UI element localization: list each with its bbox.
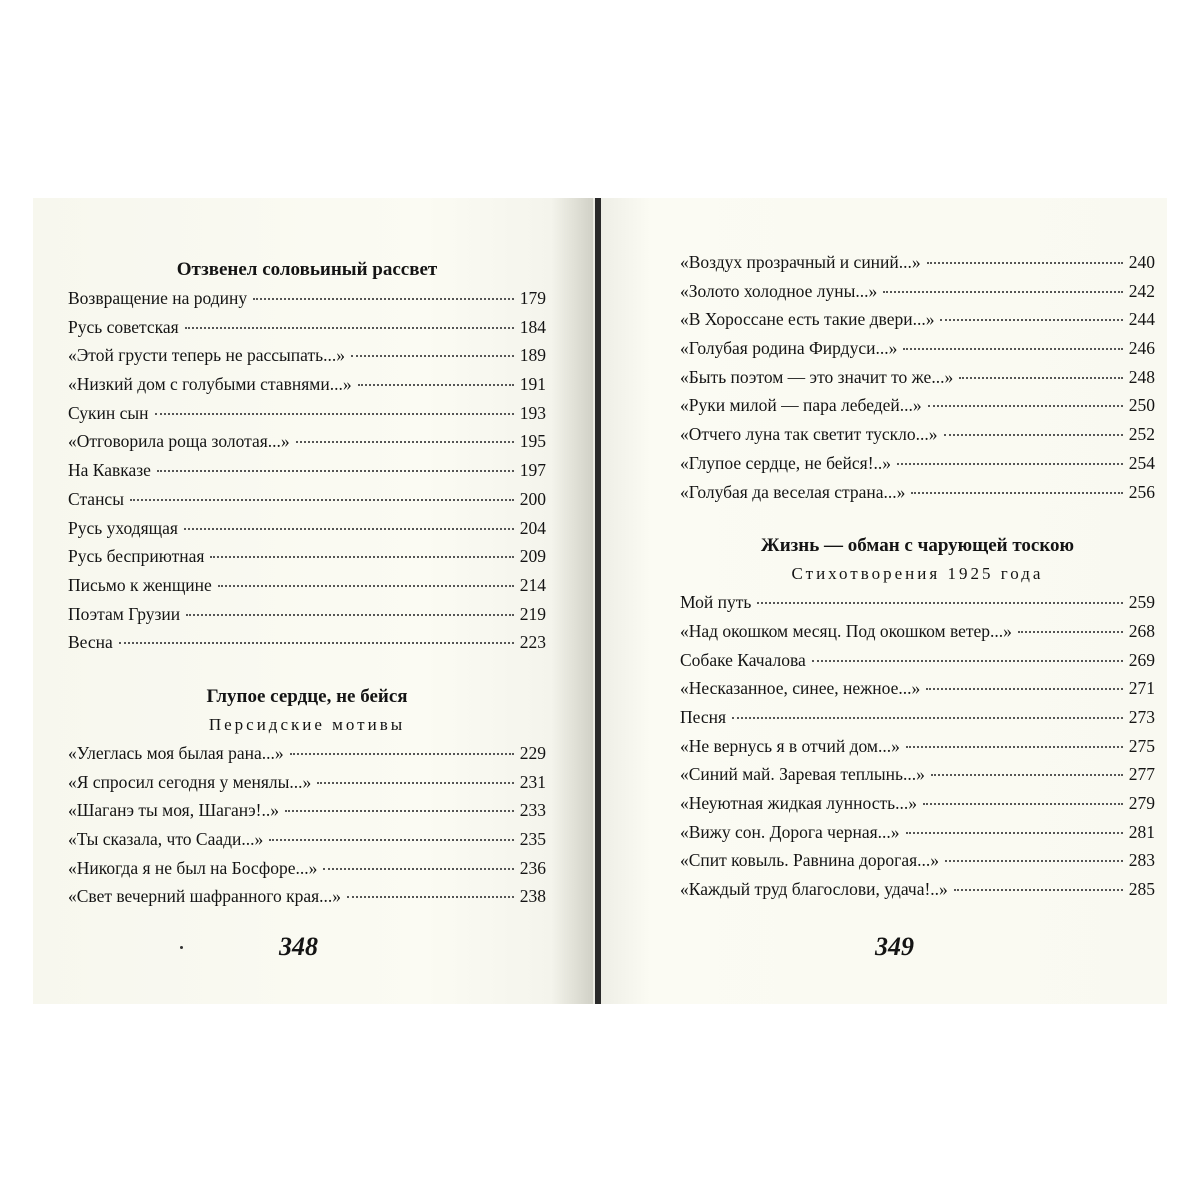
entry-page: 281: [1128, 821, 1155, 842]
dot-leader: [210, 556, 513, 558]
dot-leader: [812, 660, 1123, 662]
entry-page: 195: [519, 431, 546, 452]
entry-page: 233: [519, 800, 546, 821]
entry-title: «Не вернусь я в отчий дом...»: [680, 735, 900, 756]
entry-page: 250: [1128, 395, 1155, 416]
entry-title: «Над окошком месяц. Под окошком ветер...»: [680, 620, 1012, 641]
entry-page: 200: [519, 488, 546, 509]
entry-title: «В Хороссане есть такие двери...»: [680, 309, 935, 330]
dot-leader: [954, 889, 1123, 891]
toc-entry: [68, 427, 546, 456]
entry-page: 273: [1128, 706, 1155, 727]
entry-page: 235: [519, 829, 546, 849]
page-edge: [595, 198, 601, 1004]
entry-page: 240: [1128, 252, 1155, 272]
entry-title: «Воздух прозрачный и синий...»: [680, 252, 921, 272]
dot-leader: [296, 441, 514, 443]
entry-title: «Отчего луна так светит тускло...»: [680, 424, 938, 445]
toc-entry: [68, 600, 546, 629]
toc-entry: [680, 875, 1155, 904]
toc-entry: [68, 313, 546, 342]
toc-entry: [680, 478, 1155, 507]
section-title: Жизнь — обман с чарующей тоскою: [760, 535, 1075, 557]
dot-leader: [1018, 631, 1123, 633]
entry-title: Русь советская: [68, 316, 179, 337]
toc-entry: [680, 818, 1155, 847]
dot-leader: [130, 499, 514, 501]
right-toc: [680, 248, 1155, 904]
entry-page: 236: [519, 857, 546, 878]
entry-title: «Каждый труд благослови, удача!..»: [680, 879, 948, 900]
toc-entry: [680, 646, 1155, 675]
dot-leader: [351, 355, 514, 357]
entry-title: «Отговорила роща золотая...»: [68, 431, 290, 452]
book-gutter: [551, 198, 595, 1004]
section-title: Отзвенел соловьиный рассвет: [176, 259, 438, 280]
toc-entry: [68, 768, 546, 797]
entry-title: «Голубая да веселая страна...»: [680, 481, 906, 502]
dot-leader: [285, 810, 514, 812]
entry-page: 254: [1128, 452, 1155, 473]
toc-entry: [680, 674, 1155, 703]
dot-leader: [940, 319, 1122, 321]
toc-entry: [68, 796, 546, 825]
entry-page: 193: [519, 402, 546, 423]
entry-page: 231: [519, 771, 546, 792]
dot-leader: [923, 803, 1123, 805]
page-number-right: 349: [875, 932, 914, 961]
dot-leader: [906, 832, 1123, 834]
dot-leader: [218, 585, 514, 587]
entry-title: «Низкий дом с голубыми ставнями...»: [68, 374, 352, 395]
toc-entry: [68, 628, 546, 657]
toc-entry: [68, 370, 546, 399]
entry-page: 277: [1128, 764, 1155, 785]
entry-page: 248: [1128, 366, 1155, 387]
toc-entry: [680, 732, 1155, 761]
toc-entry: [680, 789, 1155, 818]
entry-page: 252: [1128, 424, 1155, 445]
entry-page: 184: [519, 316, 546, 337]
entry-page: 259: [1128, 592, 1155, 613]
dot-leader: [903, 348, 1122, 350]
entry-page: 219: [519, 603, 546, 624]
section-gap: [680, 506, 1155, 532]
entry-title: Русь уходящая: [68, 517, 178, 538]
entry-page: 285: [1128, 879, 1155, 900]
dot-leader: [290, 753, 514, 755]
entry-page: 279: [1128, 793, 1155, 813]
dot-leader: [945, 860, 1123, 862]
entry-page: 179: [519, 288, 546, 308]
toc-entry: [68, 514, 546, 543]
toc-entry: [68, 854, 546, 883]
entry-title: Весна: [68, 632, 113, 653]
entry-title: Возвращение на родину: [68, 288, 248, 308]
entry-page: 256: [1128, 481, 1155, 502]
dot-leader: [928, 405, 1123, 407]
entry-page: 229: [519, 742, 546, 763]
toc-entry: [680, 760, 1155, 789]
entry-title: Песня: [680, 706, 727, 727]
dot-leader: [358, 384, 514, 386]
toc-entry: [68, 399, 546, 428]
toc-entry: [68, 456, 546, 485]
entry-title: «Руки милой — пара лебедей...»: [680, 395, 922, 416]
entry-page: 246: [1128, 338, 1155, 359]
entry-title: Сукин сын: [68, 402, 149, 423]
dot-leader: [906, 746, 1123, 748]
toc-entry: [680, 420, 1155, 449]
entry-title: «Я спросил сегодня у менялы...»: [68, 771, 312, 792]
entry-title: «Никогда я не был на Босфоре...»: [68, 857, 318, 878]
entry-title: «Глупое сердце, не бейся!..»: [680, 452, 892, 473]
dot-leader: [732, 717, 1123, 719]
toc-entry: [680, 703, 1155, 732]
right-page: [593, 198, 1167, 1004]
dot-leader: [883, 291, 1122, 293]
dot-leader: [119, 642, 514, 644]
toc-entry: [680, 449, 1155, 478]
dot-leader: [897, 463, 1123, 465]
left-toc: [68, 256, 546, 911]
dot-leader: [926, 688, 1123, 690]
entry-title: Мой путь: [680, 592, 752, 613]
dot-leader: [347, 896, 514, 898]
toc-entry: [68, 825, 546, 854]
toc-entry: [680, 334, 1155, 363]
entry-title: «Спит ковыль. Равнина дорогая...»: [680, 850, 940, 871]
entry-title: «Синий май. Заревая теплынь...»: [680, 764, 925, 785]
entry-page: 223: [519, 632, 546, 653]
entry-title: «Ты сказала, что Саади...»: [68, 829, 264, 849]
entry-title: На Кавказе: [68, 460, 151, 481]
dot-leader: [184, 528, 514, 530]
entry-page: 268: [1128, 620, 1155, 641]
entry-page: 269: [1128, 649, 1155, 670]
toc-entry: [68, 542, 546, 571]
entry-title: «Этой грусти теперь не рассыпать...»: [68, 345, 345, 366]
entry-page: 242: [1128, 280, 1155, 301]
dot-leader: [323, 868, 513, 870]
toc-entry: [68, 739, 546, 768]
entry-title: Собаке Качалова: [680, 649, 806, 670]
dot-leader: [253, 298, 514, 300]
toc-entry: [680, 248, 1155, 277]
entry-title: Русь бесприютная: [68, 546, 205, 567]
entry-title: «Золото холодное луны...»: [680, 280, 878, 301]
section-subtitle: Персидские мотивы: [208, 714, 406, 734]
entry-page: 271: [1128, 678, 1155, 699]
entry-title: «Вижу сон. Дорога черная...»: [680, 821, 900, 842]
entry-title: «Несказанное, синее, нежное...»: [680, 678, 921, 699]
toc-entry: [68, 882, 546, 911]
dot-leader: [911, 492, 1122, 494]
dot-leader: [757, 602, 1122, 604]
print-speck: [180, 946, 183, 949]
section-gap: [68, 657, 546, 683]
dot-leader: [185, 327, 514, 329]
entry-page: 238: [519, 886, 546, 907]
entry-title: Письмо к женщине: [68, 574, 212, 595]
dot-leader: [959, 377, 1123, 379]
toc-entry: [68, 341, 546, 370]
toc-entry: [680, 846, 1155, 875]
entry-title: «Быть поэтом — это значит то же...»: [680, 366, 954, 387]
toc-entry: [680, 391, 1155, 420]
dot-leader: [186, 614, 514, 616]
entry-title: Поэтам Грузии: [68, 603, 181, 624]
left-page: [33, 198, 593, 1004]
toc-entry: [68, 571, 546, 600]
dot-leader: [269, 839, 513, 841]
entry-page: 209: [519, 546, 546, 567]
toc-entry: [68, 485, 546, 514]
entry-page: 197: [519, 460, 546, 481]
toc-entry: [68, 284, 546, 313]
entry-page: 275: [1128, 735, 1155, 756]
section-subtitle: Стихотворения 1925 года: [791, 564, 1044, 584]
entry-page: 191: [519, 374, 546, 395]
toc-entry: [680, 617, 1155, 646]
entry-page: 204: [519, 517, 546, 538]
entry-title: «Шаганэ ты моя, Шаганэ!..»: [68, 800, 280, 821]
entry-title: Стансы: [68, 488, 124, 509]
dot-leader: [157, 470, 514, 472]
entry-page: 214: [519, 574, 546, 595]
entry-page: 189: [519, 345, 546, 366]
entry-page: 244: [1128, 309, 1155, 330]
dot-leader: [155, 413, 514, 415]
entry-title: «Неуютная жидкая лунность...»: [680, 793, 917, 813]
entry-page: 283: [1128, 850, 1155, 871]
entry-title: «Улеглась моя былая рана...»: [68, 742, 284, 763]
section-title: Глупое сердце, не бейся: [206, 685, 408, 707]
page-number-left: 348: [279, 932, 318, 961]
toc-entry: [680, 277, 1155, 306]
toc-entry: [680, 588, 1155, 617]
dot-leader: [927, 262, 1123, 264]
dot-leader: [931, 774, 1123, 776]
toc-entry: [680, 363, 1155, 392]
entry-title: «Голубая родина Фирдуси...»: [680, 338, 898, 359]
toc-entry: [680, 305, 1155, 334]
entry-title: «Свет вечерний шафранного края...»: [68, 886, 342, 907]
dot-leader: [317, 782, 513, 784]
dot-leader: [944, 434, 1123, 436]
book-spread: [33, 198, 1167, 1004]
